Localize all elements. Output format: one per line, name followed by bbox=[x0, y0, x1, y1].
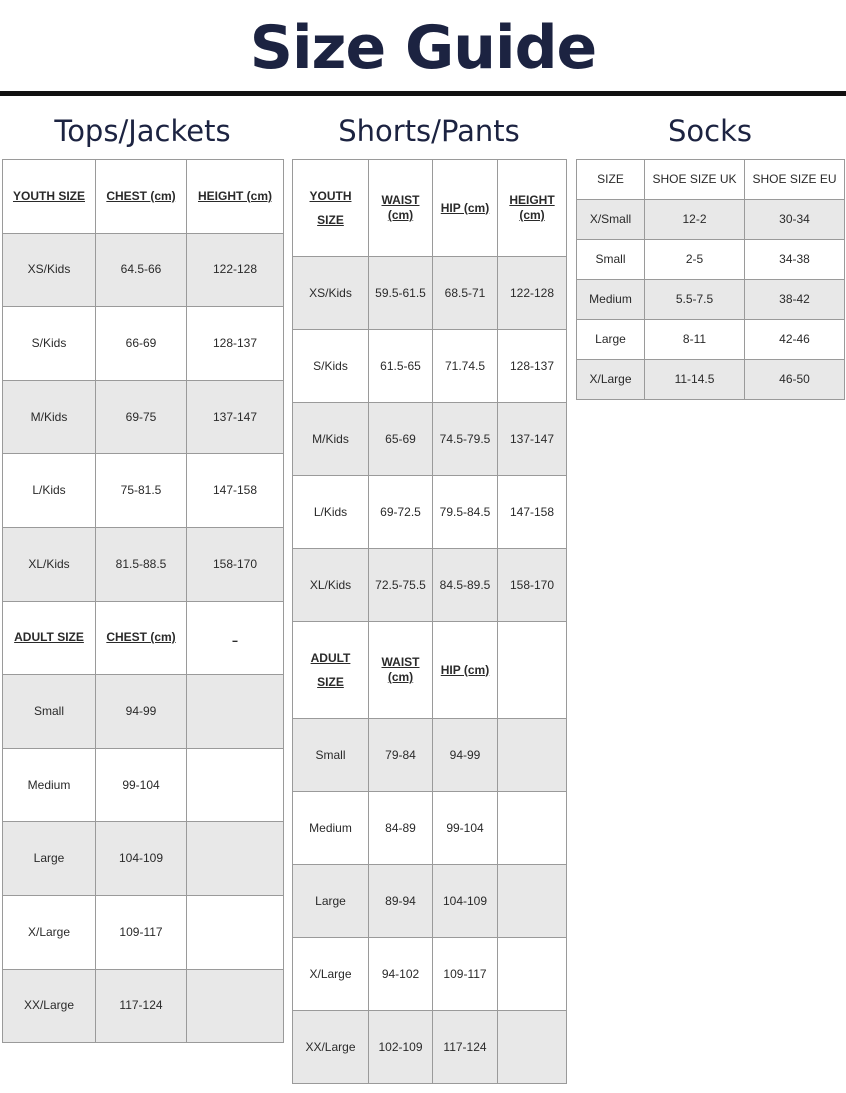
column-header: ADULT SIZE bbox=[293, 622, 369, 719]
table-cell: 128-137 bbox=[187, 307, 284, 381]
table-cell: 66-69 bbox=[96, 307, 187, 381]
table-cell: X/Small bbox=[577, 200, 645, 240]
table-row bbox=[293, 476, 567, 549]
table-cell: 74.5-79.5 bbox=[433, 403, 498, 476]
page-title: Size Guide bbox=[249, 13, 597, 83]
table-cell: 79.5-84.5 bbox=[433, 476, 498, 549]
table-row bbox=[3, 675, 284, 749]
table-row bbox=[577, 240, 845, 280]
table-cell: 109-117 bbox=[433, 938, 498, 1011]
table-cell: 99-104 bbox=[433, 792, 498, 865]
table-cell: X/Large bbox=[3, 895, 96, 969]
table-cell: 137-147 bbox=[187, 380, 284, 454]
table-cell: 69-75 bbox=[96, 380, 187, 454]
table-cell: Medium bbox=[577, 280, 645, 320]
table-cell: 72.5-75.5 bbox=[369, 549, 433, 622]
table-row bbox=[293, 330, 567, 403]
table-cell bbox=[498, 865, 567, 938]
table-row bbox=[293, 549, 567, 622]
table-cell bbox=[498, 792, 567, 865]
table-cell: 68.5-71 bbox=[433, 257, 498, 330]
table-header-row bbox=[3, 601, 284, 675]
table-cell: 84.5-89.5 bbox=[433, 549, 498, 622]
table-header-row bbox=[293, 622, 567, 719]
table-cell: Large bbox=[577, 320, 645, 360]
table-cell: 61.5-65 bbox=[369, 330, 433, 403]
table-cell: 109-117 bbox=[96, 895, 187, 969]
table-row bbox=[577, 360, 845, 400]
table-cell: XX/Large bbox=[293, 1011, 369, 1084]
table-cell: 102-109 bbox=[369, 1011, 433, 1084]
table-row bbox=[3, 969, 284, 1043]
table-cell: M/Kids bbox=[293, 403, 369, 476]
table-cell: 12-2 bbox=[645, 200, 745, 240]
column-header: HEIGHT (cm) bbox=[187, 160, 284, 234]
table-row bbox=[293, 792, 567, 865]
table-cell bbox=[187, 969, 284, 1043]
socks-size-table bbox=[576, 159, 845, 400]
table-cell: 64.5-66 bbox=[96, 233, 187, 307]
table-cell: 89-94 bbox=[369, 865, 433, 938]
table-cell: 104-109 bbox=[433, 865, 498, 938]
column-header: CHEST (cm) bbox=[96, 160, 187, 234]
table-row bbox=[3, 454, 284, 528]
table-cell: 94-99 bbox=[96, 675, 187, 749]
table-cell: 65-69 bbox=[369, 403, 433, 476]
table-cell: 8-11 bbox=[645, 320, 745, 360]
table-row bbox=[577, 280, 845, 320]
column-header: CHEST (cm) bbox=[96, 601, 187, 675]
column-header: SHOE SIZE EU bbox=[745, 160, 845, 200]
table-header-row bbox=[3, 160, 284, 234]
table-row bbox=[293, 938, 567, 1011]
table-cell: XL/Kids bbox=[293, 549, 369, 622]
table-cell: XL/Kids bbox=[3, 527, 96, 601]
table-cell bbox=[498, 938, 567, 1011]
table-cell: S/Kids bbox=[3, 307, 96, 381]
table-cell bbox=[498, 1011, 567, 1084]
table-row bbox=[3, 748, 284, 822]
table-cell bbox=[187, 895, 284, 969]
table-row bbox=[293, 403, 567, 476]
table-cell: 104-109 bbox=[96, 822, 187, 896]
table-cell: 122-128 bbox=[498, 257, 567, 330]
column-header: HIP (cm) bbox=[433, 160, 498, 257]
table-cell: 30-34 bbox=[745, 200, 845, 240]
table-cell bbox=[187, 822, 284, 896]
table-row bbox=[3, 233, 284, 307]
socks-section-title: Socks bbox=[668, 114, 752, 148]
table-row bbox=[3, 895, 284, 969]
tops-section-title: Tops/Jackets bbox=[54, 114, 231, 148]
column-header: HEIGHT (cm) bbox=[498, 160, 567, 257]
table-cell: 2-5 bbox=[645, 240, 745, 280]
table-cell: Medium bbox=[3, 748, 96, 822]
table-cell: 94-102 bbox=[369, 938, 433, 1011]
table-row bbox=[577, 200, 845, 240]
table-header-row bbox=[293, 160, 567, 257]
table-cell: 81.5-88.5 bbox=[96, 527, 187, 601]
tops-size-table bbox=[2, 159, 284, 1043]
column-header: SIZE bbox=[577, 160, 645, 200]
table-cell: Small bbox=[3, 675, 96, 749]
table-cell: Large bbox=[293, 865, 369, 938]
table-cell: 5.5-7.5 bbox=[645, 280, 745, 320]
table-cell: XX/Large bbox=[3, 969, 96, 1043]
table-cell: 42-46 bbox=[745, 320, 845, 360]
column-header: _ bbox=[187, 601, 284, 675]
table-cell: 147-158 bbox=[187, 454, 284, 528]
table-cell: 59.5-61.5 bbox=[369, 257, 433, 330]
table-cell: 99-104 bbox=[96, 748, 187, 822]
table-cell: 117-124 bbox=[96, 969, 187, 1043]
table-row bbox=[3, 307, 284, 381]
column-header: SHOE SIZE UK bbox=[645, 160, 745, 200]
table-cell: 34-38 bbox=[745, 240, 845, 280]
table-cell: XS/Kids bbox=[293, 257, 369, 330]
column-header: YOUTH SIZE bbox=[293, 160, 369, 257]
table-row bbox=[3, 822, 284, 896]
table-cell bbox=[187, 748, 284, 822]
shorts-size-table bbox=[292, 159, 567, 1084]
table-cell: 84-89 bbox=[369, 792, 433, 865]
table-cell: L/Kids bbox=[3, 454, 96, 528]
table-cell: 94-99 bbox=[433, 719, 498, 792]
table-cell: 122-128 bbox=[187, 233, 284, 307]
table-cell: 79-84 bbox=[369, 719, 433, 792]
table-cell: S/Kids bbox=[293, 330, 369, 403]
table-cell: 147-158 bbox=[498, 476, 567, 549]
table-cell: 69-72.5 bbox=[369, 476, 433, 549]
table-cell bbox=[187, 675, 284, 749]
table-cell: 11-14.5 bbox=[645, 360, 745, 400]
table-cell: 158-170 bbox=[187, 527, 284, 601]
table-row bbox=[293, 865, 567, 938]
table-row bbox=[293, 1011, 567, 1084]
table-row bbox=[3, 527, 284, 601]
table-cell: 158-170 bbox=[498, 549, 567, 622]
table-cell: Small bbox=[577, 240, 645, 280]
table-cell: XS/Kids bbox=[3, 233, 96, 307]
column-header: YOUTH SIZE bbox=[3, 160, 96, 234]
table-cell: Small bbox=[293, 719, 369, 792]
table-cell: Medium bbox=[293, 792, 369, 865]
table-cell: 75-81.5 bbox=[96, 454, 187, 528]
table-cell: 38-42 bbox=[745, 280, 845, 320]
table-cell: 128-137 bbox=[498, 330, 567, 403]
column-header bbox=[498, 622, 567, 719]
table-cell: X/Large bbox=[577, 360, 645, 400]
column-header: WAIST (cm) bbox=[369, 160, 433, 257]
column-header: WAIST (cm) bbox=[369, 622, 433, 719]
table-cell: X/Large bbox=[293, 938, 369, 1011]
column-header: ADULT SIZE bbox=[3, 601, 96, 675]
column-header: HIP (cm) bbox=[433, 622, 498, 719]
table-cell: 117-124 bbox=[433, 1011, 498, 1084]
table-cell: 137-147 bbox=[498, 403, 567, 476]
table-cell: M/Kids bbox=[3, 380, 96, 454]
title-divider bbox=[0, 91, 846, 96]
table-header-row bbox=[577, 160, 845, 200]
table-cell bbox=[498, 719, 567, 792]
shorts-section-title: Shorts/Pants bbox=[338, 114, 520, 148]
table-cell: 46-50 bbox=[745, 360, 845, 400]
table-row bbox=[293, 719, 567, 792]
table-cell: Large bbox=[3, 822, 96, 896]
table-cell: 71.74.5 bbox=[433, 330, 498, 403]
table-row bbox=[293, 257, 567, 330]
table-cell: L/Kids bbox=[293, 476, 369, 549]
table-row bbox=[577, 320, 845, 360]
table-row bbox=[3, 380, 284, 454]
